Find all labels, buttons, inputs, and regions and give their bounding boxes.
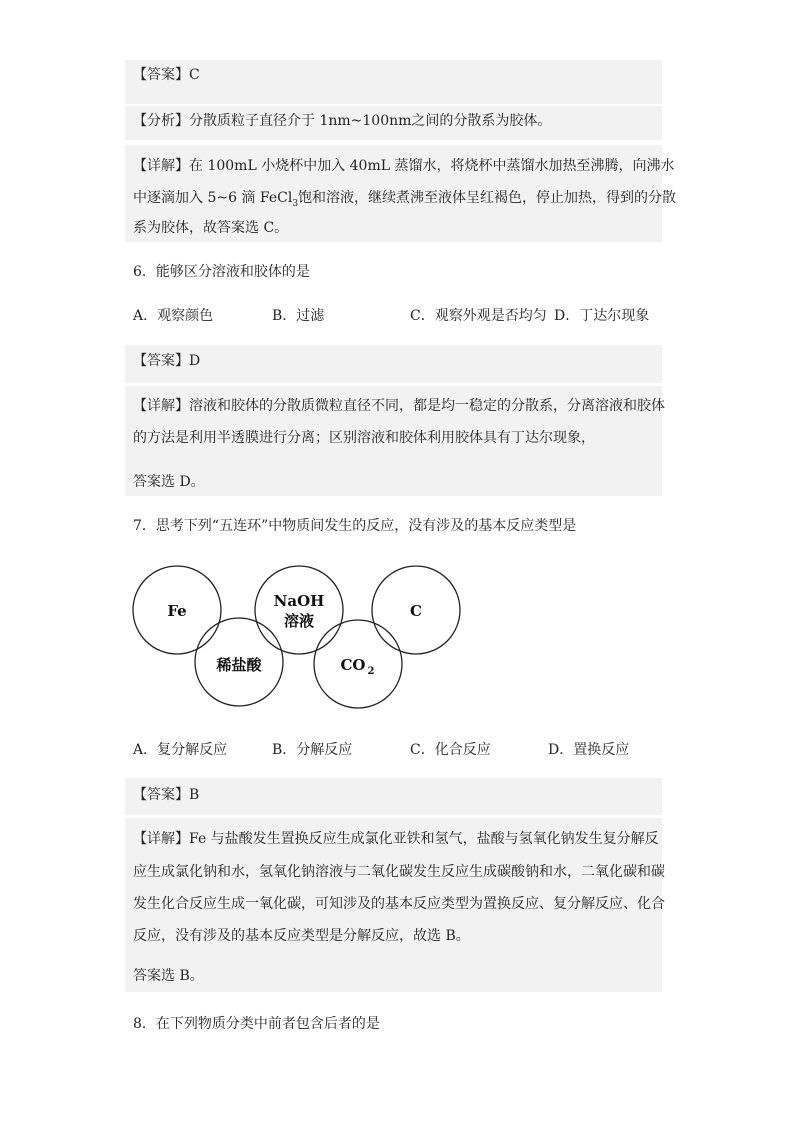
q6-detail-line-1: 【详解】溶液和胶体的分散质微粒直径不同，都是均一稳定的分散系，分离溶液和胶体 bbox=[133, 398, 665, 414]
ring-label-naoh: NaOH bbox=[273, 592, 325, 610]
q7-option-b: B．分解反应 bbox=[272, 742, 353, 758]
q5-analysis: 【分析】分散质粒子直径介于 1nm~100nm之间的分散系为胶体。 bbox=[133, 113, 552, 129]
answer-block bbox=[125, 60, 662, 104]
ring-label-hcl: 稀盐酸 bbox=[216, 656, 262, 674]
q7-question: 7．思考下列“五连环”中物质间发生的反应，没有涉及的基本反应类型是 bbox=[133, 518, 577, 534]
q6-detail-line-2: 的方法是利用半透膜进行分离；区别溶液和胶体利用胶体具有丁达尔现象， bbox=[133, 430, 595, 446]
ring-naoh bbox=[255, 566, 343, 654]
q6-answer: 【答案】D bbox=[133, 353, 201, 369]
q5-detail-line-3: 系为胶体，故答案选 C。 bbox=[133, 220, 289, 236]
q6-option-d: D．丁达尔现象 bbox=[554, 308, 650, 324]
answer-block bbox=[125, 345, 662, 383]
q7-option-c: C．化合反应 bbox=[410, 742, 491, 758]
answer-block bbox=[125, 778, 662, 815]
q5-answer: 【答案】C bbox=[133, 67, 200, 83]
ring-label-co2-sub: 2 bbox=[367, 666, 375, 677]
ring-label-c: C bbox=[410, 602, 422, 620]
q8-question: 8．在下列物质分类中前者包含后者的是 bbox=[133, 1016, 380, 1032]
ring-label-co2: CO bbox=[340, 656, 366, 674]
q6-question: 6．能够区分溶液和胶体的是 bbox=[133, 264, 310, 280]
q5-detail-line-1: 【详解】在 100mL 小烧杯中加入 40mL 蒸馏水，将烧杯中蒸馏水加热至沸腾，向沸水 bbox=[133, 158, 675, 174]
q6-detail-line-3: 答案选 D。 bbox=[133, 474, 205, 490]
q7-answer: 【答案】B bbox=[133, 787, 200, 803]
ring-label-solution: 溶液 bbox=[283, 612, 315, 630]
q7-detail-line-5: 答案选 B。 bbox=[133, 968, 204, 984]
ring-label-fe: Fe bbox=[167, 602, 187, 620]
q7-detail-line-4: 反应，没有涉及的基本反应类型是分解反应，故选 B。 bbox=[133, 928, 470, 944]
q6-option-c: C．观察外观是否均匀 bbox=[410, 308, 547, 324]
q7-detail-line-1: 【详解】Fe 与盐酸发生置换反应生成氯化亚铁和氢气，盐酸与氢氧化钠发生复分解反 bbox=[133, 831, 659, 847]
q5-detail-line-2: 中逐滴加入 5~6 滴 FeCl$_3$饱和溶液，继续煮沸至液体呈红褐色，停止加热，得到的分散 bbox=[133, 190, 677, 209]
q7-detail-line-3: 发生化合反应生成一氧化碳，可知涉及的基本反应类型为置换反应、复分解反应、化合 bbox=[133, 896, 665, 912]
q7-detail-line-2: 应生成氯化钠和水，氢氧化钠溶液与二氧化碳发生反应生成碳酸钠和水，二氧化碳和碳 bbox=[133, 864, 665, 880]
q6-option-b: B．过滤 bbox=[272, 308, 325, 324]
five-rings-diagram bbox=[125, 558, 470, 718]
q7-option-d: D．置换反应 bbox=[548, 742, 630, 758]
q7-option-a: A．复分解反应 bbox=[133, 742, 228, 758]
q6-option-a: A．观察颜色 bbox=[133, 308, 214, 324]
